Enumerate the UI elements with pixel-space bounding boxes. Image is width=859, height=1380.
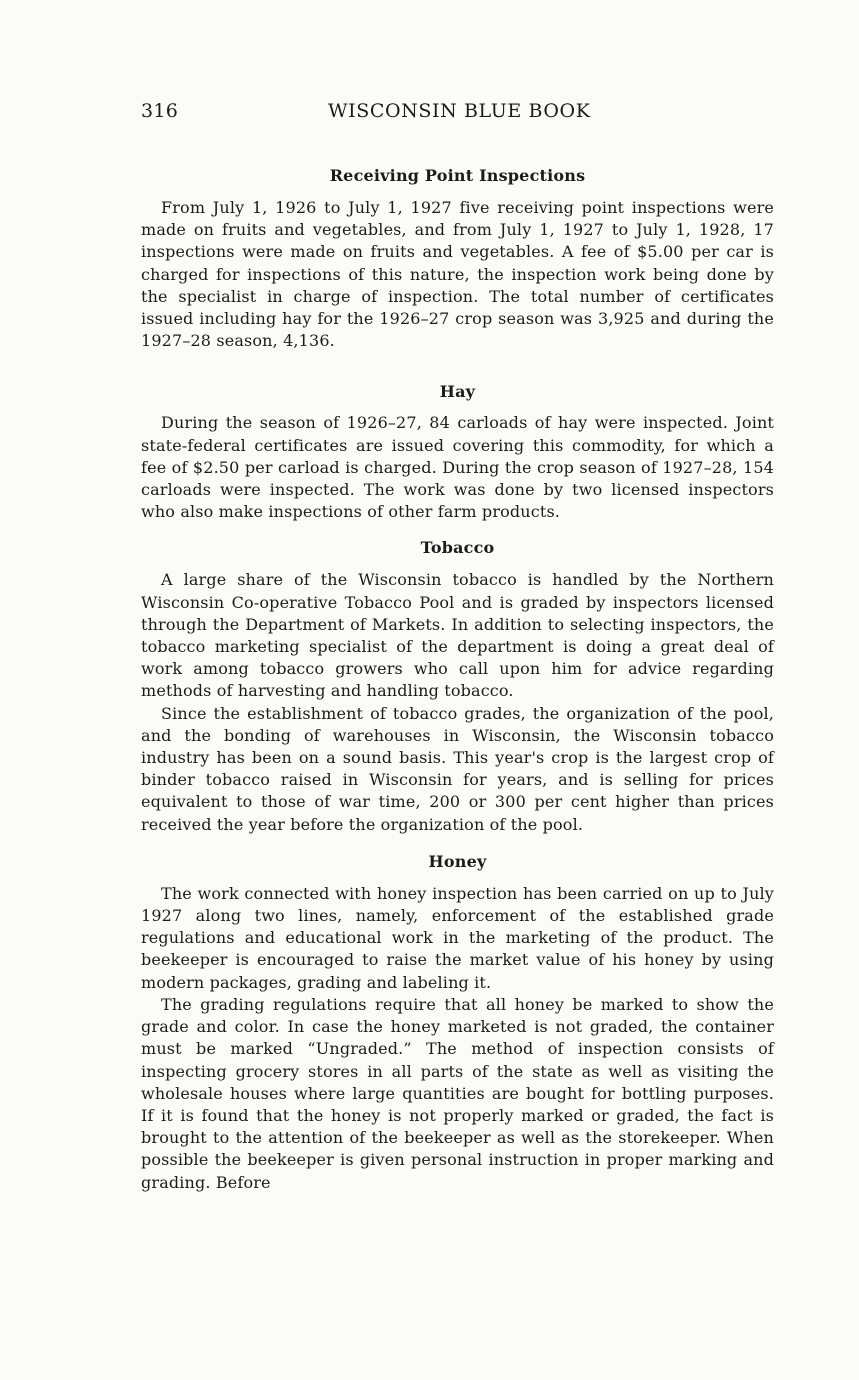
paragraph: A large share of the Wisconsin tobacco is handled by the Northern Wisconsin Co-operative Tobacco Pool and is graded by inspectors licensed through the Department of Markets. In addition to selecting inspectors, the tobacco marketing specialist of the department is doing a great deal of work among tobacco growers who call upon him for advice regarding methods of harvesting and handling tobacco.: [141, 570, 774, 701]
section-heading: Receiving Point Inspections: [329, 166, 586, 185]
section-receiving-point-inspections: [141, 166, 774, 352]
section-honey: [141, 852, 774, 1194]
book-title: WISCONSIN BLUE BOOK: [328, 100, 591, 122]
section-heading: Tobacco: [420, 538, 495, 558]
paragraph: During the season of 1926–27, 84 carloads of hay were inspected. Joint state-federal certificates are issued covering this commodity, for which a fee of $2.50 per carload is charged. During the crop season of 1927–28, 154 carloads were inspected. The work was done by two licensed inspectors who also make inspections of other farm products.: [141, 413, 774, 522]
section-heading: Hay: [439, 382, 476, 402]
running-header: [141, 98, 774, 130]
paragraph: Since the establishment of tobacco grades, the organization of the pool, and the bonding of warehouses in Wisconsin, the Wisconsin tobacco industry has been on a sound basis. This year's crop is the largest crop of binder tobacco raised in Wisconsin for years, and is selling for prices equivalent to those of war time, 200 or 300 per cent higher than prices received the year before the organization of the pool.: [141, 703, 774, 834]
book-page: [141, 98, 774, 1194]
paragraph: The work connected with honey inspection has been carried on up to July 1927 along two lines, namely, enforcement of the established grade regulations and educational work in the marketing of the product. The beekeeper is encouraged to raise the market value of his honey by using modern packages, grading and labeling it.: [141, 883, 774, 992]
paragraph: The grading regulations require that all honey be marked to show the grade and color. In case the honey marketed is not graded, the container must be marked “Ungraded.” The method of inspection consists of inspecting grocery stores in all parts of the state as well as visiting the wholesale houses where large quantities are bought for bottling purposes. If it is found that the honey is not properly marked or graded, the fact is brought to the attention of the beekeeper as well as the storekeeper. When possible the beekeeper is given personal instruction in proper marking and grading. Before: [141, 994, 774, 1192]
section-hay: [141, 382, 774, 523]
section-heading: Honey: [428, 851, 487, 871]
page-number: 316: [141, 100, 179, 122]
paragraph: From July 1, 1926 to July 1, 1927 five receiving point inspections were made on fruits and vegetables, and from July 1, 1927 to July 1, 1928, 17 inspections were made on fruits and vegetables. A fee of $5.00 per car is charged for inspections of this nature, the inspection work being done by the specialist in charge of inspection. The total number of certificates issued including hay for the 1926–27 crop season was 3,925 and during the 1927–28 season, 4,136.: [141, 198, 774, 351]
section-tobacco: [141, 538, 774, 835]
